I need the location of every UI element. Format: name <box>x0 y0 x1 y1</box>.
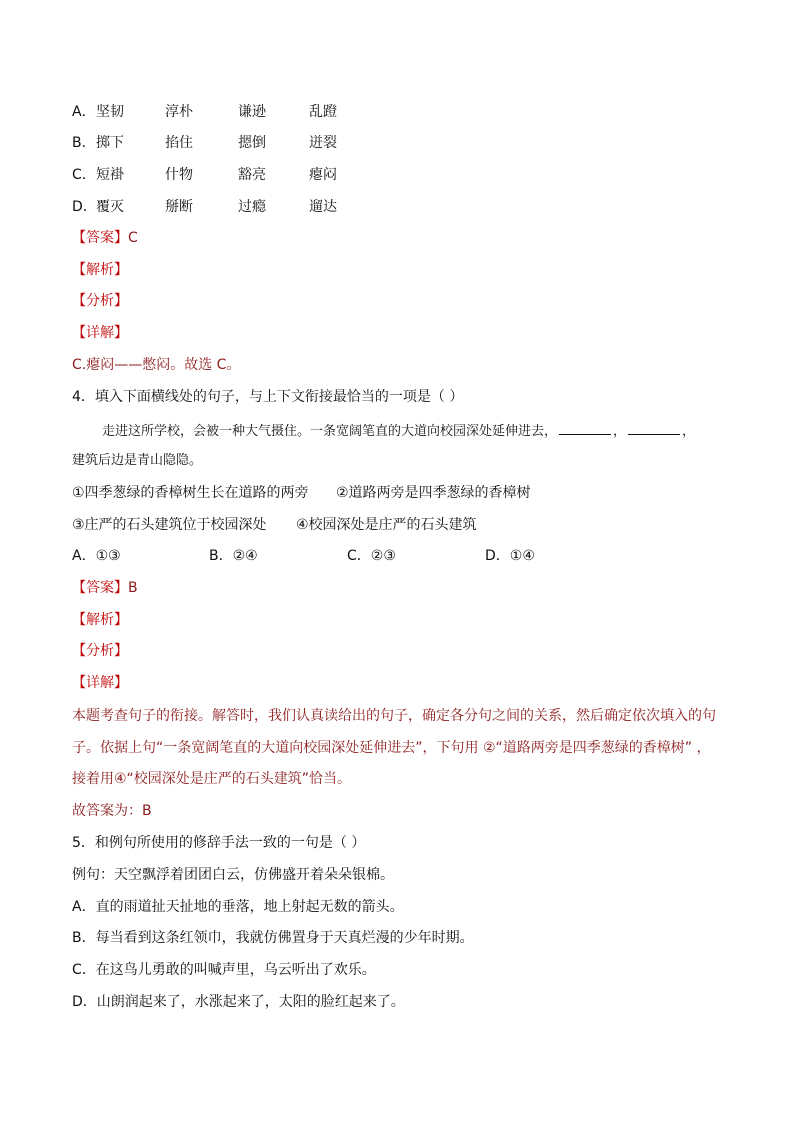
q4-stem: 4．填入下面横线处的句子，与上下文衔接最恰当的一项是（ ） <box>72 389 464 405</box>
q4-sentence-4: ④校园深处是庄严的石头建筑 <box>296 517 477 533</box>
fenxi-label: 【分析】 <box>72 643 128 659</box>
analysis-label: 【解析】 <box>72 612 128 628</box>
q3-answer <box>72 228 138 248</box>
passage-comma: ， <box>682 424 696 439</box>
option-word: 瘪闷 <box>309 167 337 183</box>
option-word: 乱蹬 <box>309 104 337 120</box>
option-word: 豁亮 <box>238 167 266 183</box>
passage-text: 走进这所学校，会被一种大气摄住。一条宽阔笔直的大道向校园深处延伸进去， <box>102 424 558 439</box>
option-letter: A． <box>72 104 96 120</box>
option-word: 掐住 <box>165 135 193 151</box>
q3-option-d <box>72 197 472 217</box>
q4-option-a: A．①③ <box>72 548 121 564</box>
q4-option-d: D．①④ <box>485 548 535 564</box>
q3-option-c <box>72 165 472 185</box>
option-word: 覆灭 <box>96 199 124 215</box>
q3-detail-text: C.瘪闷——憋闷。故选 C。 <box>72 357 241 373</box>
option-word: 坚韧 <box>96 104 124 120</box>
option-word: 迸裂 <box>309 135 337 151</box>
option-word: 什物 <box>165 167 193 183</box>
option-letter: D． <box>72 199 97 215</box>
answer-value: C <box>128 230 138 246</box>
option-letter: C． <box>72 167 96 183</box>
analysis-label: 【解析】 <box>72 262 128 278</box>
q4-final-answer <box>72 801 152 821</box>
q4-detail-line-3: 接着用④“校园深处是庄严的石头建筑”恰当。 <box>72 771 352 787</box>
fill-blank-1 <box>559 420 611 435</box>
q4-sentence-2: ②道路两旁是四季葱绿的香樟树 <box>336 485 531 501</box>
option-word: 过瘾 <box>238 199 266 215</box>
option-word: 谦逊 <box>238 104 266 120</box>
q5-option-d: D．山朗润起来了，水涨起来了，太阳的脸红起来了。 <box>72 994 405 1010</box>
option-word: 遛达 <box>309 199 337 215</box>
q5-stem: 5．和例句所使用的修辞手法一致的一句是（ ） <box>72 835 366 851</box>
option-word: 短褂 <box>96 167 124 183</box>
q4-passage-line-1 <box>102 420 695 442</box>
option-word: 掷下 <box>96 135 124 151</box>
q5-option-a: A．直的雨道扯天扯地的垂落，地上射起无数的箭头。 <box>72 899 404 915</box>
detail-label: 【详解】 <box>72 325 128 341</box>
q5-option-b: B．每当看到这条红领巾，我就仿佛置身于天真烂漫的少年时期。 <box>72 930 474 946</box>
answer-value: B <box>128 580 138 596</box>
q5-option-c: C．在这鸟儿勇敢的叫喊声里，乌云听出了欢乐。 <box>72 962 376 978</box>
q4-sentence-3: ③庄严的石头建筑位于校园深处 <box>72 517 267 533</box>
q4-option-b: B．②④ <box>209 548 258 564</box>
answer-label: 【答案】 <box>72 580 128 596</box>
q4-answer <box>72 578 138 598</box>
fenxi-label: 【分析】 <box>72 293 128 309</box>
detail-label: 【详解】 <box>72 675 128 691</box>
q4-detail-line-2: 子。依据上句“一条宽阔笔直的大道向校园深处延伸进去”，下句用 ②“道路两旁是四季葱绿的香樟树” ， <box>72 740 711 756</box>
option-letter: B． <box>72 135 96 151</box>
final-answer-value: B <box>142 803 152 819</box>
q4-sentence-1: ①四季葱绿的香樟树生长在道路的两旁 <box>72 485 309 501</box>
q4-detail-line-1: 本题考查句子的衔接。解答时，我们认真读给出的句子，确定各分句之间的关系，然后确定依次填入的句 <box>72 708 716 724</box>
answer-label: 【答案】 <box>72 230 128 246</box>
option-word: 淳朴 <box>165 104 193 120</box>
final-answer-label: 故答案为： <box>72 803 142 819</box>
q3-option-a <box>72 102 472 122</box>
q4-option-c: C．②③ <box>347 548 396 564</box>
option-word: 摁倒 <box>238 135 266 151</box>
q4-passage-line-2: 建筑后边是青山隐隐。 <box>72 453 203 468</box>
fill-blank-2 <box>628 420 680 435</box>
q3-option-b <box>72 133 472 153</box>
option-word: 掰断 <box>165 199 193 215</box>
q5-example: 例句：天空飘浮着团团白云，仿佛盛开着朵朵银棉。 <box>72 867 394 883</box>
passage-comma: ， <box>613 424 627 439</box>
